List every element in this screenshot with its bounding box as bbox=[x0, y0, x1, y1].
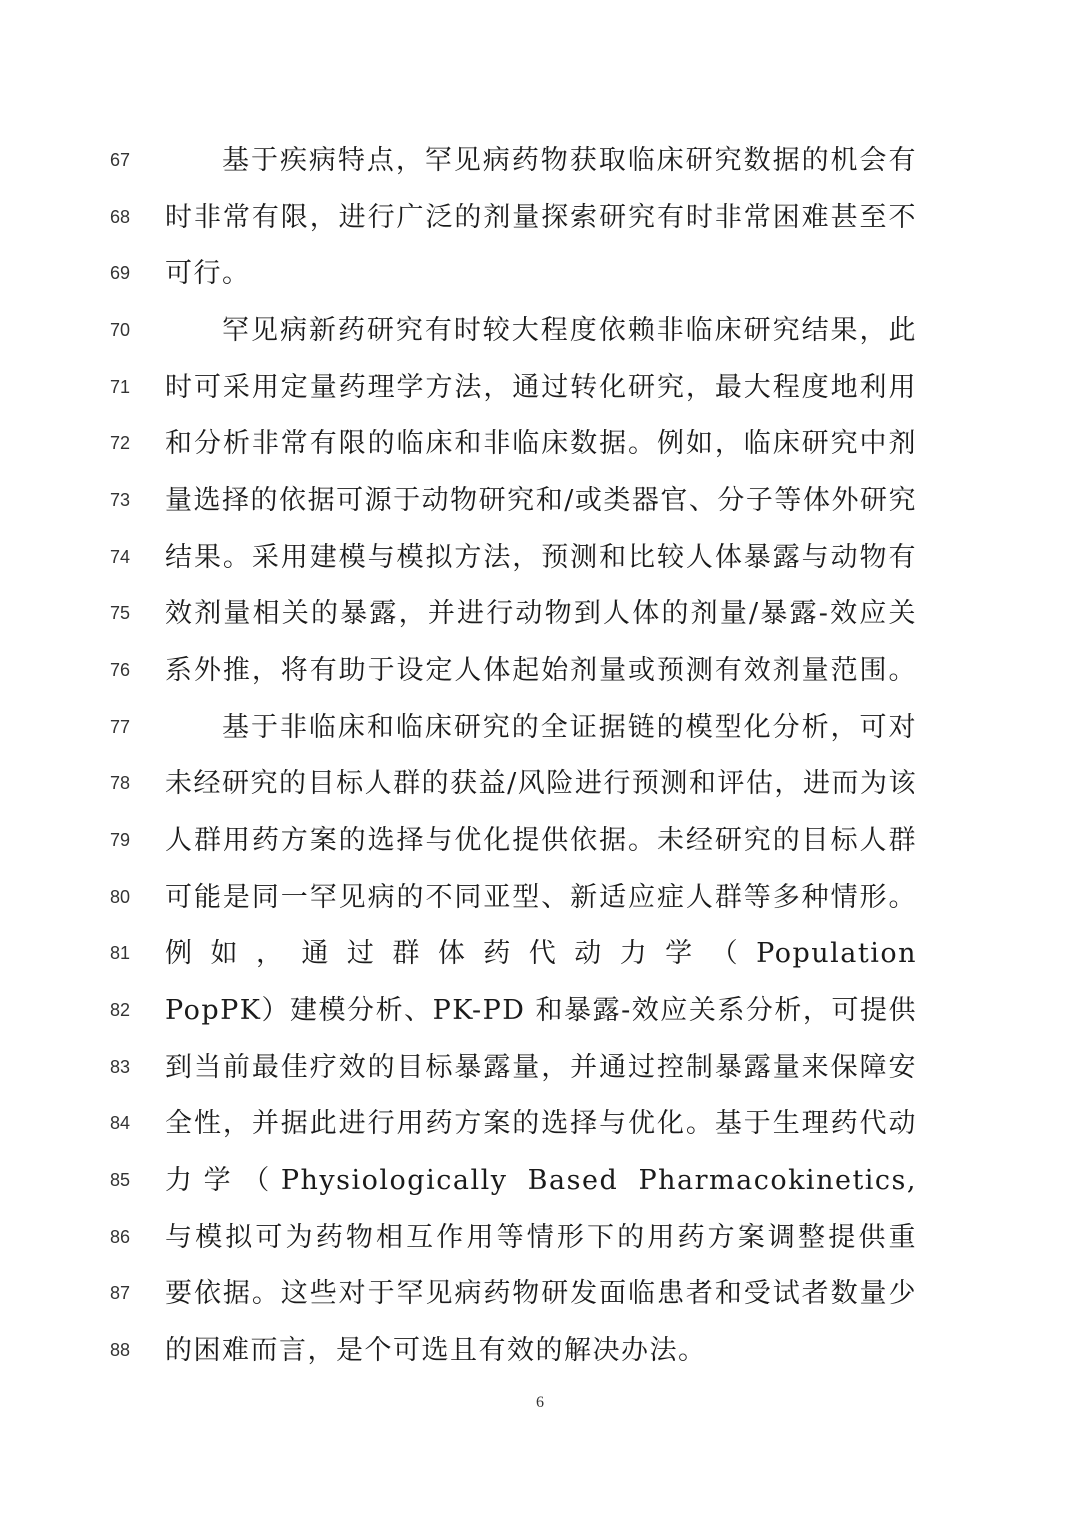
page-number: 6 bbox=[536, 1394, 544, 1411]
line-number: 71 bbox=[109, 377, 131, 397]
line-number: 87 bbox=[109, 1283, 131, 1303]
paragraph-text: 可能是同一罕见病的不同亚型、新适应症人群等多种情形。 bbox=[165, 882, 917, 913]
line-number: 77 bbox=[109, 717, 131, 737]
text-line bbox=[0, 757, 1080, 813]
text-line bbox=[0, 134, 1080, 190]
text-line bbox=[0, 1324, 1080, 1380]
line-number: 88 bbox=[109, 1340, 131, 1360]
paragraph-text: 罕见病新药研究有时较大程度依赖非临床研究结果，此 bbox=[222, 315, 917, 346]
paragraph-text: 结果。采用建模与模拟方法，预测和比较人体暴露与动物有 bbox=[165, 542, 917, 573]
paragraph-text: 力学（Physiologically Based Pharmacokinetics, bbox=[165, 1165, 917, 1196]
text-line bbox=[0, 304, 1080, 360]
text-line bbox=[0, 191, 1080, 247]
text-line bbox=[0, 701, 1080, 757]
paragraph-text: 系外推，将有助于设定人体起始剂量或预测有效剂量范围。 bbox=[165, 655, 917, 686]
line-number: 82 bbox=[109, 1000, 131, 1020]
paragraph-text: 效剂量相关的暴露，并进行动物到人体的剂量/暴露-效应关 bbox=[165, 598, 917, 629]
line-number: 73 bbox=[109, 490, 131, 510]
text-line bbox=[0, 1267, 1080, 1323]
paragraph-text: 可行。 bbox=[165, 258, 251, 289]
text-line bbox=[0, 474, 1080, 530]
text-line bbox=[0, 247, 1080, 303]
text-line bbox=[0, 361, 1080, 417]
text-line bbox=[0, 1154, 1080, 1210]
line-number: 81 bbox=[109, 943, 131, 963]
text-line bbox=[0, 1097, 1080, 1153]
text-line bbox=[0, 984, 1080, 1040]
line-number: 74 bbox=[109, 547, 131, 567]
text-line bbox=[0, 587, 1080, 643]
paragraph-text: 未经研究的目标人群的获益/风险进行预测和评估，进而为该 bbox=[165, 768, 917, 799]
paragraph-text: 时可采用定量药理学方法，通过转化研究，最大程度地利用 bbox=[165, 372, 917, 403]
line-number: 80 bbox=[109, 887, 131, 907]
text-line bbox=[0, 644, 1080, 700]
line-number: 67 bbox=[109, 150, 131, 170]
paragraph-text: 量选择的依据可源于动物研究和/或类器官、分子等体外研究 bbox=[165, 485, 917, 516]
line-number: 70 bbox=[109, 320, 131, 340]
line-number: 76 bbox=[109, 660, 131, 680]
line-number: 85 bbox=[109, 1170, 131, 1190]
paragraph-text: 人群用药方案的选择与优化提供依据。未经研究的目标人群 bbox=[165, 825, 917, 856]
line-number: 75 bbox=[109, 603, 131, 623]
line-number: 83 bbox=[109, 1057, 131, 1077]
text-line bbox=[0, 927, 1080, 983]
paragraph-text: 的困难而言，是个可选且有效的解决办法。 bbox=[165, 1335, 707, 1366]
paragraph-text: 和分析非常有限的临床和非临床数据。例如，临床研究中剂 bbox=[165, 428, 917, 459]
paragraph-text: 与模拟可为药物相互作用等情形下的用药方案调整提供重 bbox=[165, 1222, 917, 1253]
text-line bbox=[0, 1041, 1080, 1097]
line-number: 78 bbox=[109, 773, 131, 793]
text-line bbox=[0, 417, 1080, 473]
text-line bbox=[0, 814, 1080, 870]
paragraph-text: 时非常有限，进行广泛的剂量探索研究有时非常困难甚至不 bbox=[165, 202, 917, 233]
text-line bbox=[0, 1211, 1080, 1267]
line-number: 86 bbox=[109, 1227, 131, 1247]
paragraph-text: 到当前最佳疗效的目标暴露量，并通过控制暴露量来保障安 bbox=[165, 1052, 917, 1083]
paragraph-text: 全性，并据此进行用药方案的选择与优化。基于生理药代动 bbox=[165, 1108, 917, 1139]
text-line bbox=[0, 531, 1080, 587]
paragraph-text: PopPK）建模分析、PK-PD 和暴露-效应关系分析，可提供 bbox=[165, 995, 917, 1026]
paragraph-text: 要依据。这些对于罕见病药物研发面临患者和受试者数量少 bbox=[165, 1278, 917, 1309]
line-number: 69 bbox=[109, 263, 131, 283]
line-number: 79 bbox=[109, 830, 131, 850]
paragraph-text: 例如，通过群体药代动力学（Population bbox=[165, 938, 917, 969]
text-line bbox=[0, 871, 1080, 927]
line-number: 68 bbox=[109, 207, 131, 227]
paragraph-text: 基于非临床和临床研究的全证据链的模型化分析，可对 bbox=[222, 712, 917, 743]
paragraph-text: 基于疾病特点，罕见病药物获取临床研究数据的机会有 bbox=[222, 145, 917, 176]
line-number: 72 bbox=[109, 433, 131, 453]
line-number: 84 bbox=[109, 1113, 131, 1133]
